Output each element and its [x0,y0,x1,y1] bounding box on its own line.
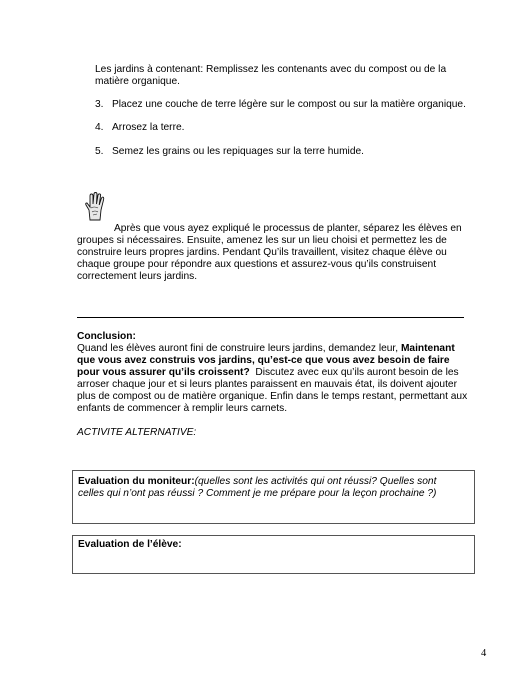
hand-icon [84,192,106,222]
student-evaluation-box [72,535,475,574]
step-4-text: Arrosez la terre. [112,122,185,133]
intro-line-2: matière organique. [95,76,180,87]
monitor-evaluation-question-2: celles qui n’ont pas réussi ? Comment je me prépare pour la leçon prochaine ?) [78,488,437,499]
monitor-evaluation-box [72,470,475,524]
step-4-number: 4. [95,122,104,133]
conclusion-line-6: enfants de commencer à remplir leurs carnets. [77,403,288,414]
conclusion-line-2: que vous avez construis vos jardins, qu’est-ce que vous avez besoin de faire [77,355,450,366]
conclusion-line-1: Quand les élèves auront fini de construire leurs jardins, demandez leur, Maintenant [77,343,455,354]
step-3-number: 3. [95,99,104,110]
section-divider [77,317,464,318]
page-number: 4 [481,648,487,659]
student-evaluation-label: Evaluation de l’élève: [78,539,182,550]
instruction-line-2: groupes si nécessaires. Ensuite, amenez les sur un lieu choisi et permettez les de [77,235,447,246]
step-5-text: Semez les grains ou les repiquages sur la terre humide. [112,146,364,157]
monitor-evaluation-question-1: (quelles sont les activités qui ont réussi? Quelles sont [194,476,437,487]
conclusion-heading: Conclusion: [77,331,136,342]
step-3-text: Placez une couche de terre légère sur le compost ou sur la matière organique. [112,99,466,110]
instruction-line-4: chaque groupe pour répondre aux questions et assurez-vous qu’ils construisent [77,259,437,270]
step-5-number: 5. [95,146,104,157]
instruction-line-1: Après que vous ayez expliqué le processus de planter, séparez les élèves en [114,223,462,234]
conclusion-line-3: pour vous assurer qu’ils croissent? Discutez avec eux qu’ils auront besoin de les [77,367,459,378]
monitor-evaluation-label: Evaluation du moniteur: [78,476,195,487]
monitor-evaluation-line-2 [78,488,436,501]
instruction-line-3: construire leurs propres jardins. Pendant Qu’ils travaillent, visitez chaque élève ou [77,247,447,258]
instruction-line-5: correctement leurs jardins. [77,271,198,282]
intro-line-1: Les jardins à contenant: Remplissez les contenants avec du compost ou de la [95,64,447,75]
conclusion-line-4: arroser chaque jour et si leurs plantes paraissent en mauvais état, ils doivent ajouter [77,379,457,390]
alternative-activity-heading: ACTIVITE ALTERNATIVE: [77,427,197,438]
conclusion-line-5: plus de compost ou de matière organique. Enfin dans le temps restant, permettant aux [77,391,468,402]
monitor-evaluation-line-1 [78,476,436,489]
